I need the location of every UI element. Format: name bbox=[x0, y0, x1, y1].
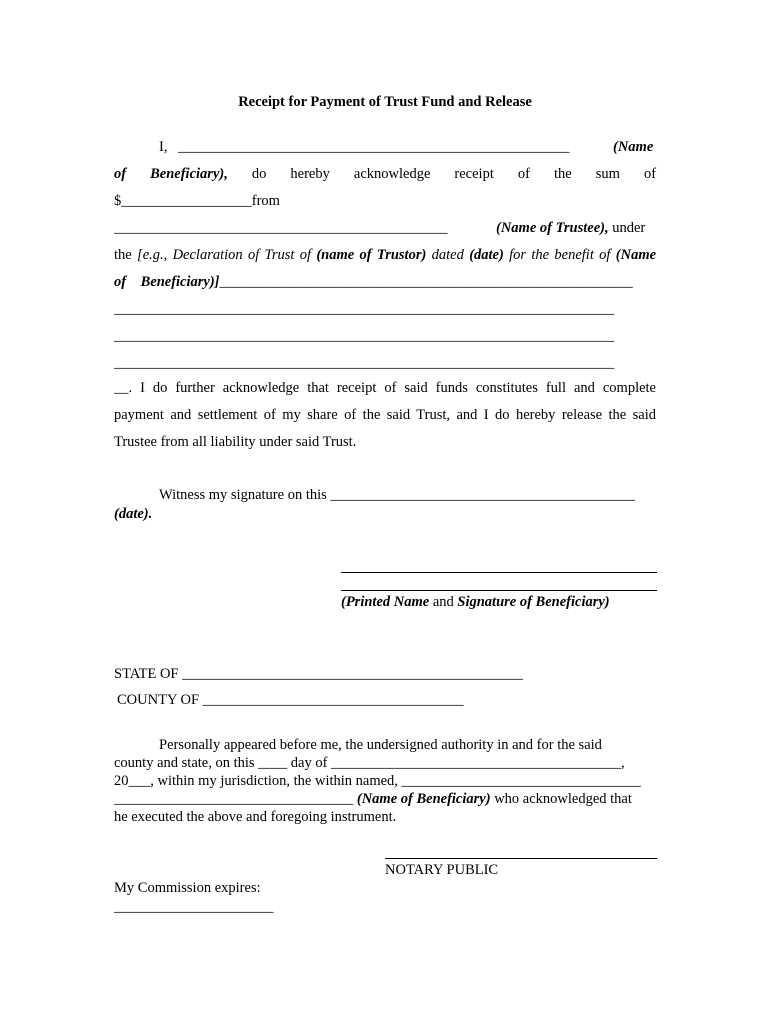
beneficiary-blank: _________________________________________________________ bbox=[219, 274, 633, 290]
word: acknowledge bbox=[353, 166, 431, 182]
blank-line-9: _____________________________________________________________________ bbox=[114, 355, 615, 371]
state-line: STATE OF _______________________________________________ bbox=[114, 666, 523, 682]
benefit-text: for the benefit of bbox=[509, 247, 611, 263]
printed-name-label: (Printed Name bbox=[341, 594, 430, 610]
notary-signature-line bbox=[385, 858, 657, 859]
beneficiary-blank-notary: _________________________________ bbox=[114, 791, 354, 807]
witness-line: Witness my signature on this __________________________________________ bbox=[159, 487, 635, 503]
notary-line-5: he executed the above and foregoing instrument. bbox=[114, 809, 397, 825]
name-label-2: (Name bbox=[615, 247, 657, 263]
word: of bbox=[517, 166, 530, 182]
trustor-label: (name of Trustor) bbox=[316, 247, 427, 263]
beneficiary-name-blank: ______________________________________________________ bbox=[178, 139, 570, 155]
word: hereby bbox=[290, 166, 330, 182]
paragraph-line-10: __. I do further acknowledge that receipt of said funds constitutes full and complete bbox=[114, 380, 656, 396]
blank-line-8: _____________________________________________________________________ bbox=[114, 328, 615, 344]
beneficiary-label: Beneficiary), bbox=[150, 166, 228, 182]
word: receipt bbox=[454, 166, 494, 182]
notary-line-1: Personally appeared before me, the undersigned authority in and for the said bbox=[159, 737, 602, 753]
paragraph-line-12: Trustee from all liability under said Trust. bbox=[114, 434, 357, 450]
and-word: and bbox=[432, 594, 454, 610]
notary-line-2: county and state, on this ____ day of ________________________________________, bbox=[114, 755, 625, 771]
signature-label: Signature of Beneficiary) bbox=[457, 594, 610, 610]
acknowledged-text: who acknowledged that bbox=[494, 791, 632, 807]
signature-line-1 bbox=[341, 572, 657, 573]
dated-word: dated bbox=[431, 247, 464, 263]
trustee-label: (Name of Trustee), bbox=[496, 220, 609, 236]
under-word: under bbox=[612, 220, 646, 236]
word: sum bbox=[595, 166, 620, 182]
commission-blank: ______________________ bbox=[114, 899, 274, 915]
witness-date-label: (date). bbox=[114, 506, 153, 522]
the-word: the bbox=[114, 247, 132, 263]
commission-label: My Commission expires: bbox=[114, 880, 261, 896]
sum-blank-line: $__________________from bbox=[114, 193, 280, 209]
signature-caption bbox=[341, 594, 610, 611]
paragraph-line-11: payment and settlement of my share of the said Trust, and I do hereby release the said bbox=[114, 407, 656, 423]
word: the bbox=[554, 166, 572, 182]
signature-line-2 bbox=[341, 590, 657, 591]
document-title: Receipt for Payment of Trust Fund and Release bbox=[238, 94, 532, 110]
paragraph-line-6 bbox=[114, 274, 633, 291]
name-label-start: (Name bbox=[613, 139, 654, 155]
paragraph-line-2 bbox=[114, 166, 656, 183]
eg-text: [e.g., Declaration of Trust of bbox=[137, 247, 311, 263]
word: do bbox=[251, 166, 267, 182]
of-label-2: of bbox=[114, 274, 127, 290]
paragraph-line-5 bbox=[114, 247, 656, 264]
date-label: (date) bbox=[469, 247, 504, 263]
notary-line-4 bbox=[114, 791, 632, 808]
notary-line-3: 20___, within my jurisdiction, the within named, _________________________________ bbox=[114, 773, 641, 789]
county-line: COUNTY OF ____________________________________ bbox=[117, 692, 464, 708]
notary-public-label: NOTARY PUBLIC bbox=[385, 862, 499, 878]
beneficiary-label-2: Beneficiary)] bbox=[140, 274, 220, 290]
line1-start: I, bbox=[159, 139, 168, 155]
word: of bbox=[643, 166, 657, 182]
trustee-blank: ______________________________________________ bbox=[114, 220, 448, 236]
beneficiary-label-notary: (Name of Beneficiary) bbox=[356, 791, 491, 807]
blank-line-7: _____________________________________________________________________ bbox=[114, 301, 615, 317]
trustee-line-end bbox=[496, 220, 645, 237]
of-label: of bbox=[114, 166, 127, 182]
